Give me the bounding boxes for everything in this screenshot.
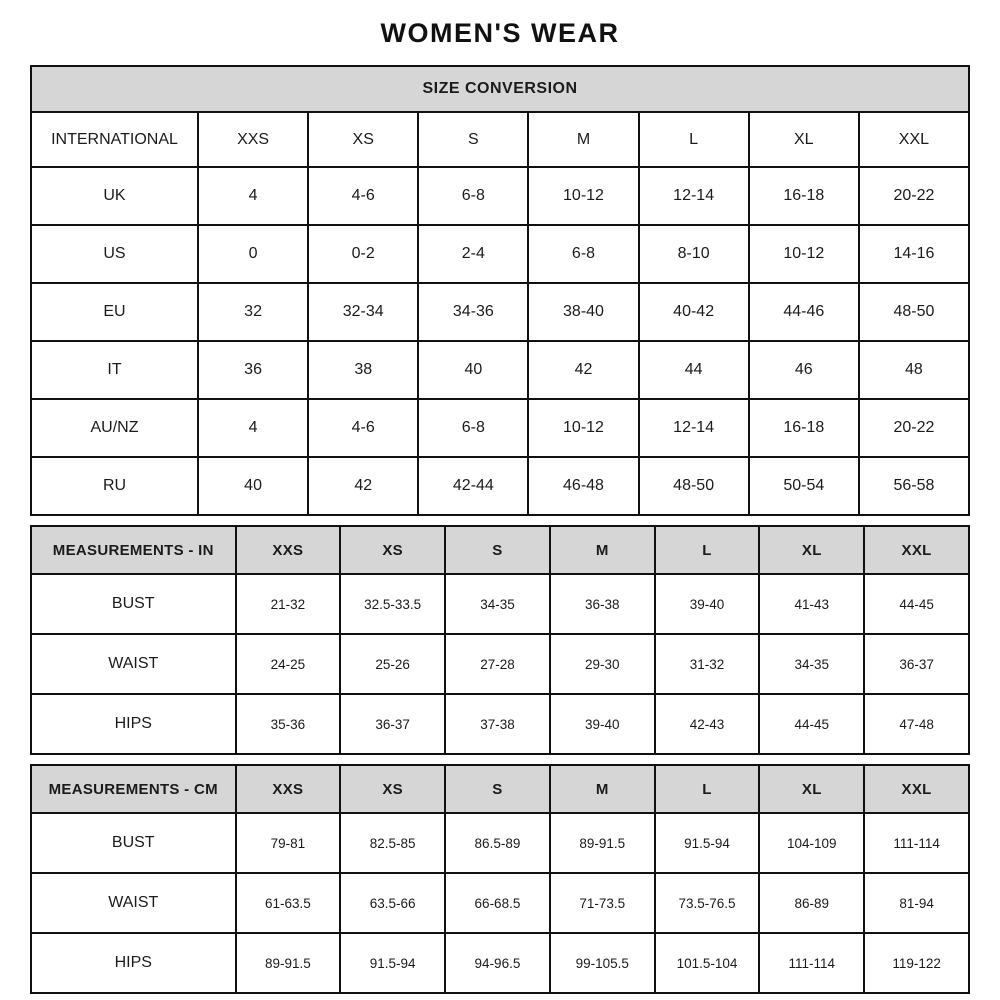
size-conversion-size-header: XS	[308, 112, 418, 167]
size-conversion-title: SIZE CONVERSION	[31, 66, 969, 112]
measurements-cm-value-cell: 86.5-89	[445, 813, 550, 873]
measurements-in-size-header: XS	[340, 526, 445, 574]
size-conversion-value-cell: 6-8	[528, 225, 638, 283]
measurements-cm-value-cell: 66-68.5	[445, 873, 550, 933]
size-conversion-row	[31, 457, 969, 515]
size-conversion-value-cell: 4-6	[308, 399, 418, 457]
measurements-in-value-cell: 27-28	[445, 634, 550, 694]
measurements-cm-value-cell: 104-109	[759, 813, 864, 873]
measurements-in-value-cell: 37-38	[445, 694, 550, 754]
size-conversion-value-cell: 6-8	[418, 167, 528, 225]
size-conversion-value-cell: 40	[198, 457, 308, 515]
size-conversion-value-cell: 16-18	[749, 167, 859, 225]
measurements-in-corner-header: MEASUREMENTS - IN	[31, 526, 236, 574]
size-conversion-value-cell: 38-40	[528, 283, 638, 341]
size-conversion-value-cell: 48-50	[859, 283, 969, 341]
measurements-cm-value-cell: 91.5-94	[655, 813, 760, 873]
measurements-in-value-cell: 35-36	[236, 694, 341, 754]
measurements-cm-value-cell: 94-96.5	[445, 933, 550, 993]
size-conversion-row-label: EU	[31, 283, 198, 341]
size-conversion-size-header: XXS	[198, 112, 308, 167]
size-conversion-row-label: IT	[31, 341, 198, 399]
measurements-cm-value-cell: 89-91.5	[236, 933, 341, 993]
size-conversion-value-cell: 20-22	[859, 399, 969, 457]
measurements-in-row-label: BUST	[31, 574, 236, 634]
size-conversion-value-cell: 0-2	[308, 225, 418, 283]
size-conversion-value-cell: 42-44	[418, 457, 528, 515]
size-conversion-size-header: L	[639, 112, 749, 167]
measurements-cm-row-label: BUST	[31, 813, 236, 873]
size-conversion-value-cell: 4	[198, 167, 308, 225]
measurements-in-size-header: S	[445, 526, 550, 574]
size-conversion-row	[31, 283, 969, 341]
size-conversion-size-header: S	[418, 112, 528, 167]
measurements-in-size-header: XXS	[236, 526, 341, 574]
measurements-cm-value-cell: 61-63.5	[236, 873, 341, 933]
measurements-in-table	[30, 525, 970, 755]
measurements-in-size-header: M	[550, 526, 655, 574]
measurements-cm-row-label: WAIST	[31, 873, 236, 933]
size-conversion-row-label: US	[31, 225, 198, 283]
measurements-in-row	[31, 634, 969, 694]
measurements-in-value-cell: 36-37	[340, 694, 445, 754]
measurements-in-value-cell: 44-45	[864, 574, 969, 634]
measurements-in-size-header: L	[655, 526, 760, 574]
measurements-in-value-cell: 32.5-33.5	[340, 574, 445, 634]
measurements-cm-value-cell: 73.5-76.5	[655, 873, 760, 933]
measurements-cm-value-cell: 63.5-66	[340, 873, 445, 933]
size-conversion-value-cell: 6-8	[418, 399, 528, 457]
measurements-in-value-cell: 47-48	[864, 694, 969, 754]
measurements-in-value-cell: 34-35	[759, 634, 864, 694]
size-conversion-row	[31, 341, 969, 399]
measurements-cm-table	[30, 764, 970, 994]
measurements-in-value-cell: 39-40	[655, 574, 760, 634]
measurements-cm-value-cell: 81-94	[864, 873, 969, 933]
size-conversion-corner-header: INTERNATIONAL	[31, 112, 198, 167]
measurements-in-value-cell: 41-43	[759, 574, 864, 634]
measurements-cm-size-header: M	[550, 765, 655, 813]
measurements-in-value-cell: 21-32	[236, 574, 341, 634]
size-conversion-size-header: XL	[749, 112, 859, 167]
size-conversion-value-cell: 40-42	[639, 283, 749, 341]
size-conversion-value-cell: 32	[198, 283, 308, 341]
measurements-cm-size-header: XXL	[864, 765, 969, 813]
size-conversion-value-cell: 48-50	[639, 457, 749, 515]
size-conversion-title-row	[31, 66, 969, 112]
size-conversion-value-cell: 4	[198, 399, 308, 457]
measurements-in-size-header: XL	[759, 526, 864, 574]
size-conversion-row	[31, 225, 969, 283]
measurements-cm-size-header: S	[445, 765, 550, 813]
measurements-cm-value-cell: 82.5-85	[340, 813, 445, 873]
measurements-cm-header-row	[31, 765, 969, 813]
size-conversion-size-header: M	[528, 112, 638, 167]
measurements-cm-value-cell: 71-73.5	[550, 873, 655, 933]
size-conversion-value-cell: 12-14	[639, 167, 749, 225]
size-conversion-value-cell: 42	[528, 341, 638, 399]
measurements-cm-value-cell: 89-91.5	[550, 813, 655, 873]
measurements-cm-value-cell: 86-89	[759, 873, 864, 933]
measurements-in-value-cell: 34-35	[445, 574, 550, 634]
size-conversion-value-cell: 42	[308, 457, 418, 515]
size-conversion-column-header-row	[31, 112, 969, 167]
measurements-in-value-cell: 29-30	[550, 634, 655, 694]
measurements-cm-size-header: XS	[340, 765, 445, 813]
measurements-in-row-label: HIPS	[31, 694, 236, 754]
size-conversion-value-cell: 56-58	[859, 457, 969, 515]
size-conversion-value-cell: 8-10	[639, 225, 749, 283]
size-conversion-row-label: RU	[31, 457, 198, 515]
size-conversion-value-cell: 50-54	[749, 457, 859, 515]
measurements-cm-corner-header: MEASUREMENTS - CM	[31, 765, 236, 813]
measurements-in-value-cell: 44-45	[759, 694, 864, 754]
size-conversion-value-cell: 34-36	[418, 283, 528, 341]
measurements-cm-value-cell: 111-114	[759, 933, 864, 993]
measurements-in-row	[31, 574, 969, 634]
size-conversion-value-cell: 16-18	[749, 399, 859, 457]
measurements-in-value-cell: 39-40	[550, 694, 655, 754]
measurements-cm-value-cell: 99-105.5	[550, 933, 655, 993]
measurements-cm-row	[31, 933, 969, 993]
measurements-cm-size-header: XXS	[236, 765, 341, 813]
measurements-cm-row	[31, 873, 969, 933]
measurements-in-value-cell: 36-38	[550, 574, 655, 634]
size-conversion-value-cell: 10-12	[528, 399, 638, 457]
size-conversion-size-header: XXL	[859, 112, 969, 167]
measurements-in-header-row	[31, 526, 969, 574]
size-conversion-value-cell: 2-4	[418, 225, 528, 283]
measurements-in-row	[31, 694, 969, 754]
measurements-cm-value-cell: 119-122	[864, 933, 969, 993]
size-conversion-value-cell: 48	[859, 341, 969, 399]
measurements-in-value-cell: 24-25	[236, 634, 341, 694]
measurements-cm-size-header: L	[655, 765, 760, 813]
measurements-in-value-cell: 42-43	[655, 694, 760, 754]
size-conversion-value-cell: 10-12	[528, 167, 638, 225]
size-conversion-value-cell: 12-14	[639, 399, 749, 457]
size-conversion-value-cell: 46	[749, 341, 859, 399]
measurements-cm-value-cell: 111-114	[864, 813, 969, 873]
measurements-in-value-cell: 31-32	[655, 634, 760, 694]
size-conversion-table	[30, 65, 970, 516]
measurements-cm-row-label: HIPS	[31, 933, 236, 993]
measurements-cm-value-cell: 79-81	[236, 813, 341, 873]
size-conversion-value-cell: 38	[308, 341, 418, 399]
measurements-in-value-cell: 25-26	[340, 634, 445, 694]
size-conversion-value-cell: 20-22	[859, 167, 969, 225]
size-conversion-row-label: UK	[31, 167, 198, 225]
size-conversion-row	[31, 167, 969, 225]
page-title: WOMEN'S WEAR	[380, 18, 620, 48]
measurements-cm-value-cell: 101.5-104	[655, 933, 760, 993]
measurements-cm-row	[31, 813, 969, 873]
measurements-cm-value-cell: 91.5-94	[340, 933, 445, 993]
measurements-in-size-header: XXL	[864, 526, 969, 574]
measurements-cm-size-header: XL	[759, 765, 864, 813]
size-conversion-value-cell: 46-48	[528, 457, 638, 515]
size-conversion-row-label: AU/NZ	[31, 399, 198, 457]
size-conversion-value-cell: 4-6	[308, 167, 418, 225]
measurements-in-row-label: WAIST	[31, 634, 236, 694]
size-conversion-value-cell: 10-12	[749, 225, 859, 283]
measurements-in-value-cell: 36-37	[864, 634, 969, 694]
size-conversion-value-cell: 40	[418, 341, 528, 399]
size-conversion-value-cell: 14-16	[859, 225, 969, 283]
size-conversion-value-cell: 44-46	[749, 283, 859, 341]
size-conversion-value-cell: 44	[639, 341, 749, 399]
size-conversion-value-cell: 0	[198, 225, 308, 283]
size-conversion-value-cell: 36	[198, 341, 308, 399]
size-conversion-row	[31, 399, 969, 457]
size-conversion-value-cell: 32-34	[308, 283, 418, 341]
